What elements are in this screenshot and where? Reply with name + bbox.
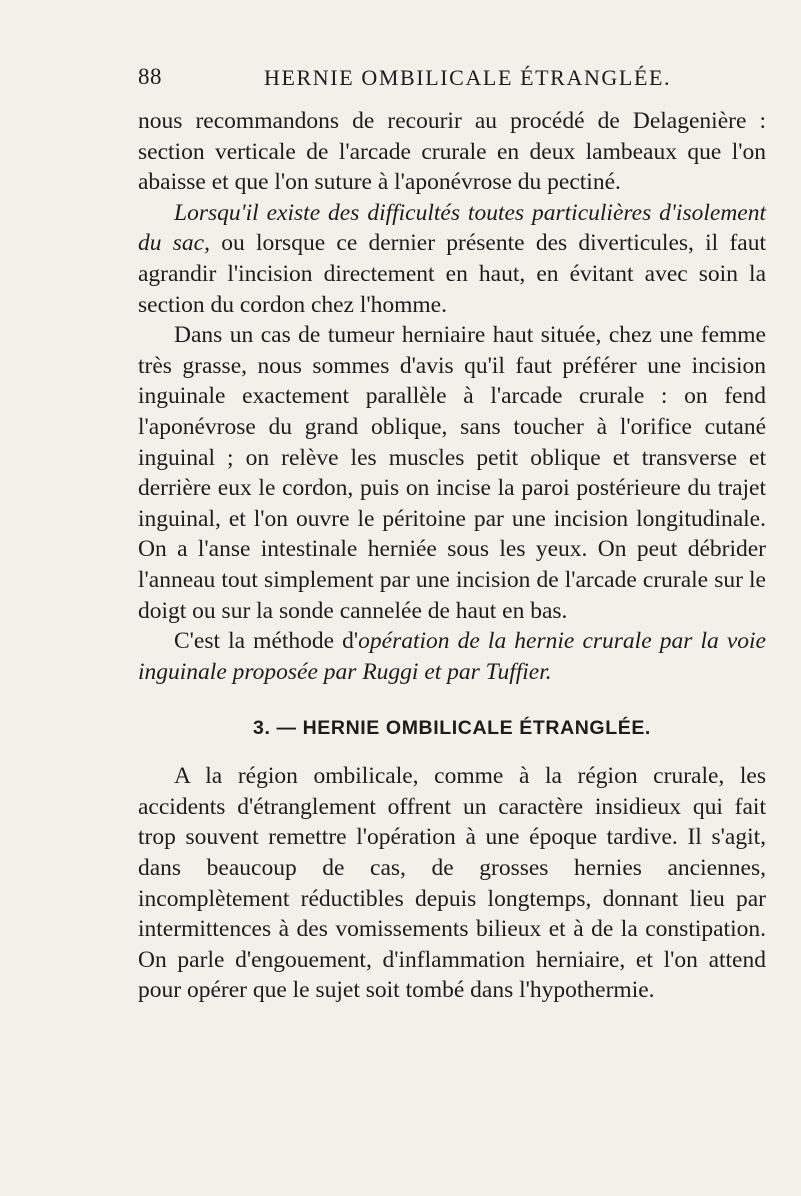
section-heading: 3. — HERNIE OMBILICALE ÉTRANGLÉE. — [253, 717, 651, 740]
page-number: 88 — [138, 64, 162, 89]
paragraph-4-italic: opération de la hernie crurale par la voie inguinale proposée par Ruggi et par Tuffier. — [138, 628, 766, 685]
page-body — [138, 106, 766, 1006]
paragraph-2-italic: Lorsqu'il existe des difficultés toutes particulières d'isolement du sac, — [138, 199, 766, 257]
paragraph-2-text: ou lorsque ce dernier présente des diverticules, il faut agrandir l'incision directement en haut, en évitant avec soin la section du cordon chez l'homme. — [138, 230, 766, 318]
running-header — [138, 64, 750, 94]
paragraph-1: nous recommandons de recourir au procédé de Delagenière : section verticale de l'arcade crurale en deux lambeaux que l'on abaisse et que l'on suture à l'aponévrose du pectiné. — [138, 108, 766, 196]
paragraph-5: A la région ombilicale, comme à la région crurale, les accidents d'étranglement offrent un caractère insidieux qui fait trop souvent remettre l'opération à une époque tardive. Il s'agit, dans beaucoup de cas, de grosses hernies anciennes, incomplètement réductibles depuis longtemps, donnant lieu par intermittences à des vomissements bilieux et à de la constipation. On parle d'engouement, d'inflammation herniaire, et l'on attend pour opérer que le sujet soit tombé dans l'hypothermie. — [138, 763, 766, 1004]
paragraph-4-text: C'est la méthode d' — [174, 628, 359, 655]
running-title: HERNIE OMBILICALE ÉTRANGLÉE. — [264, 65, 672, 90]
paragraph-3: Dans un cas de tumeur herniaire haut située, chez une femme très grasse, nous sommes d'avis qu'il faut préférer une incision inguinale exactement parallèle à l'arcade crurale : on fend l'aponévrose du grand oblique, sans toucher à l'orifice cutané inguinal ; on relève les muscles petit oblique et transverse et derrière eux le cordon, puis on incise la paroi postérieure du trajet inguinal, et l'on ouvre le péritoine par une incision longitudinale. On a l'anse intestinale herniée sous les yeux. On peut débrider l'anneau tout simplement par une incision de l'arcade crurale sur le doigt ou sur la sonde cannelée de haut en bas. — [138, 322, 766, 624]
paragraph-4 — [138, 626, 766, 687]
paragraph-2 — [138, 198, 766, 320]
